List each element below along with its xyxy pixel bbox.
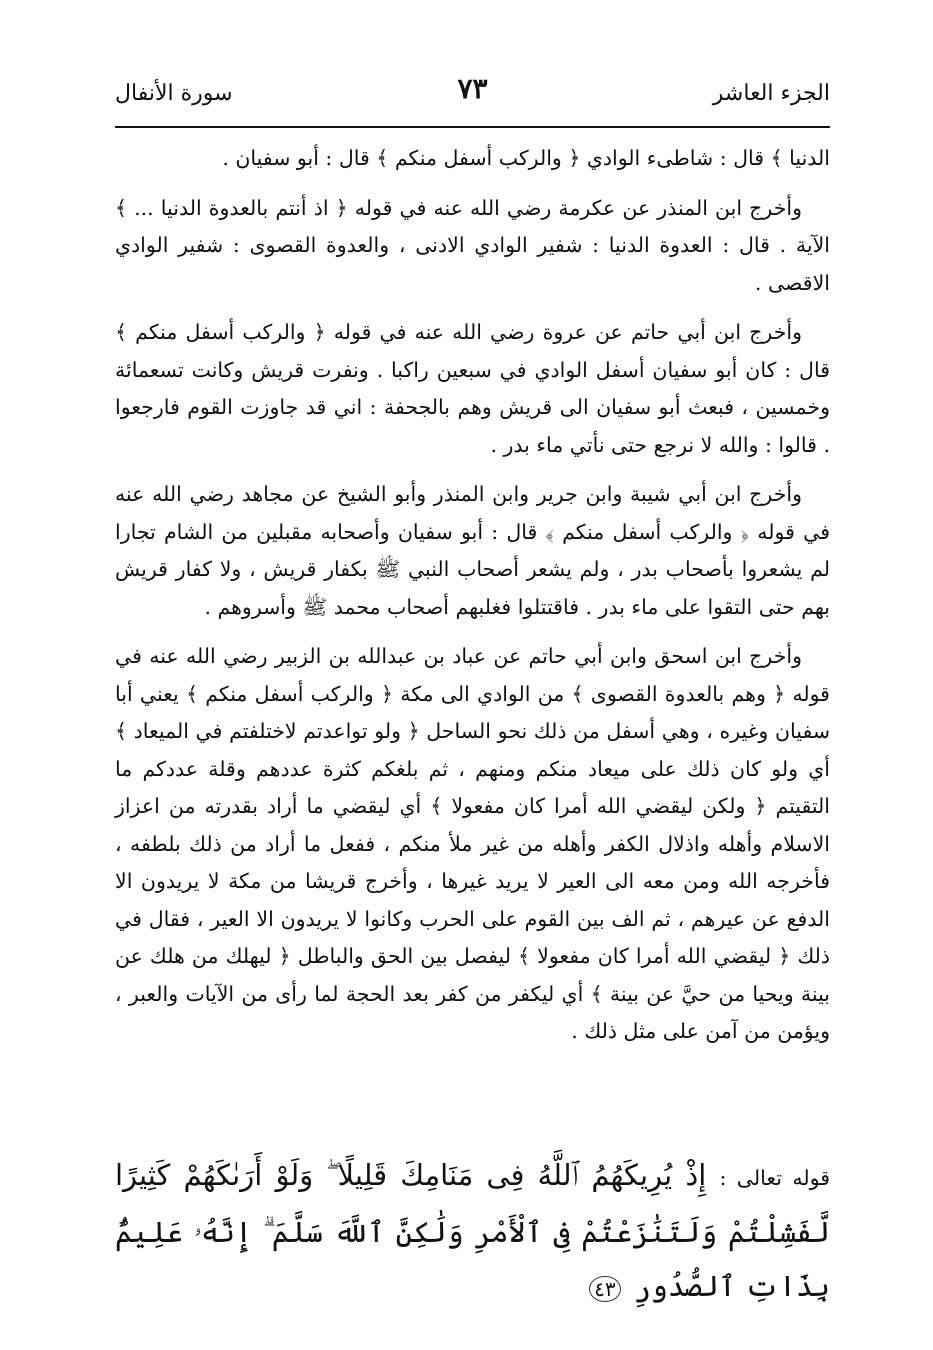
page-number: ٧٣ [457, 72, 488, 105]
page-header [115, 60, 830, 128]
verse-text-1: إِذْ يُرِيكَهُمُ ٱللَّهُ فِى مَنَامِكَ قَلِيلًا ۖ وَلَوْ أَرَىٰكَهُمْ كَثِيرًا [115, 1158, 707, 1192]
verse-line-1 [115, 1148, 830, 1205]
paragraph: وأخرج ابن أبي حاتم عن عروة رضي الله عنه في قوله ﴿ والركب أسفل منكم ﴾ قال : كان أبو سفيان أسفل الوادي في سبعين راكبا . ونفرت قريش وكانت تسعمائة وخمسين ، فبعث أبو سفيان الى قريش وهم بالجحفة : اني قد جاوزت القوم فارجعوا . قالوا : والله لا نرجع حتى نأتي ماء بدر . [115, 320, 830, 457]
body-text [115, 140, 830, 1051]
paragraph: الدنيا ﴾ قال : شاطىء الوادي ﴿ والركب أسفل منكم ﴾ قال : أبو سفيان . [222, 146, 830, 170]
paragraph: وأخرج ابن المنذر عن عكرمة رضي الله عنه في قوله ﴿ اذ أنتم بالعدوة الدنيا ... ﴾ الآية . قال : العدوة الدنيا : شفير الوادي الادنى ، والعدوة القصوى : شفير الوادي الاقصى . [115, 195, 830, 295]
paragraph: وأخرج ابن أبي شيبة وابن جرير وابن المنذر وأبو الشيخ عن مجاهد رضي الله عنه في قوله ﴿ والركب أسفل منكم ﴾ قال : أبو سفيان وأصحابه مقبلين من الشام تجارا لم يشعروا بأصحاب بدر ، ولم يشعر أصحاب النبي ﷺ بكفار قريش ، ولا كفار قريش بهم حتى التقوا على ماء بدر . فاقتتلوا فغلبهم أصحاب محمد ﷺ وأسروهم . [115, 482, 830, 619]
verse-intro: قوله تعالى : [719, 1166, 831, 1190]
part-label: الجزء العاشر [712, 80, 830, 106]
ayah-number-marker: ٤٣ [589, 1276, 620, 1302]
verse-line-2 [115, 1205, 830, 1316]
paragraph: وأخرج ابن اسحق وابن أبي حاتم عن عباد بن عبدالله بن الزبير رضي الله عنه في قوله ﴿ وهم بالعدوة القصوى ﴾ من الوادي الى مكة ﴿ والركب أسفل منكم ﴾ يعني أبا سفيان وغيره ، وهي أسفل من ذلك نحو الساحل ﴿ ولو تواعدتم لاختلفتم في الميعاد ﴾ أي ولو كان ذلك على ميعاد منكم ومنهم ، ثم بلغكم كثرة عددهم وقلة عددكم ما التقيتم ﴿ ولكن ليقضي الله أمرا كان مفعولا ﴾ أي ليقضي ما أراد بقدرته من اعزاز الاسلام وأهله واذلال الكفر وأهله من غير ملأ منكم ، ففعل ما أراد من ذلك بلطفه ، فأخرجه الله ومن معه الى العير لا يريد غيرها ، وأخرج قريشا من مكة لا يريدون الا الدفع عن عيرهم ، ثم الف بين القوم على الحرب وكانوا لا يريدون الا العير ، فقال في ذلك ﴿ ليقضي الله أمرا كان مفعولا ﴾ ليفصل بين الحق والباطل ﴿ ليهلك من هلك عن بينة ويحيا من حيَّ عن بينة ﴾ أي ليكفر من كفر بعد الحجة لما رأى من الآيات والعبر ، ويؤمن من آمن على مثل ذلك . [115, 644, 830, 1043]
surah-label: سورة الأنفال [115, 80, 233, 106]
quran-verse-block [115, 1148, 830, 1316]
verse-text-2: لَّفَشِلْتُمْ وَلَتَنَٰزَعْتُمْ فِى ٱلْأَمْرِ وَلَٰكِنَّ ٱللَّهَ سَلَّمَ ۗ إِنَّهُۥ عَلِيمٌۢ بِذَاتِ ٱلصُّدُورِ [115, 1215, 830, 1303]
